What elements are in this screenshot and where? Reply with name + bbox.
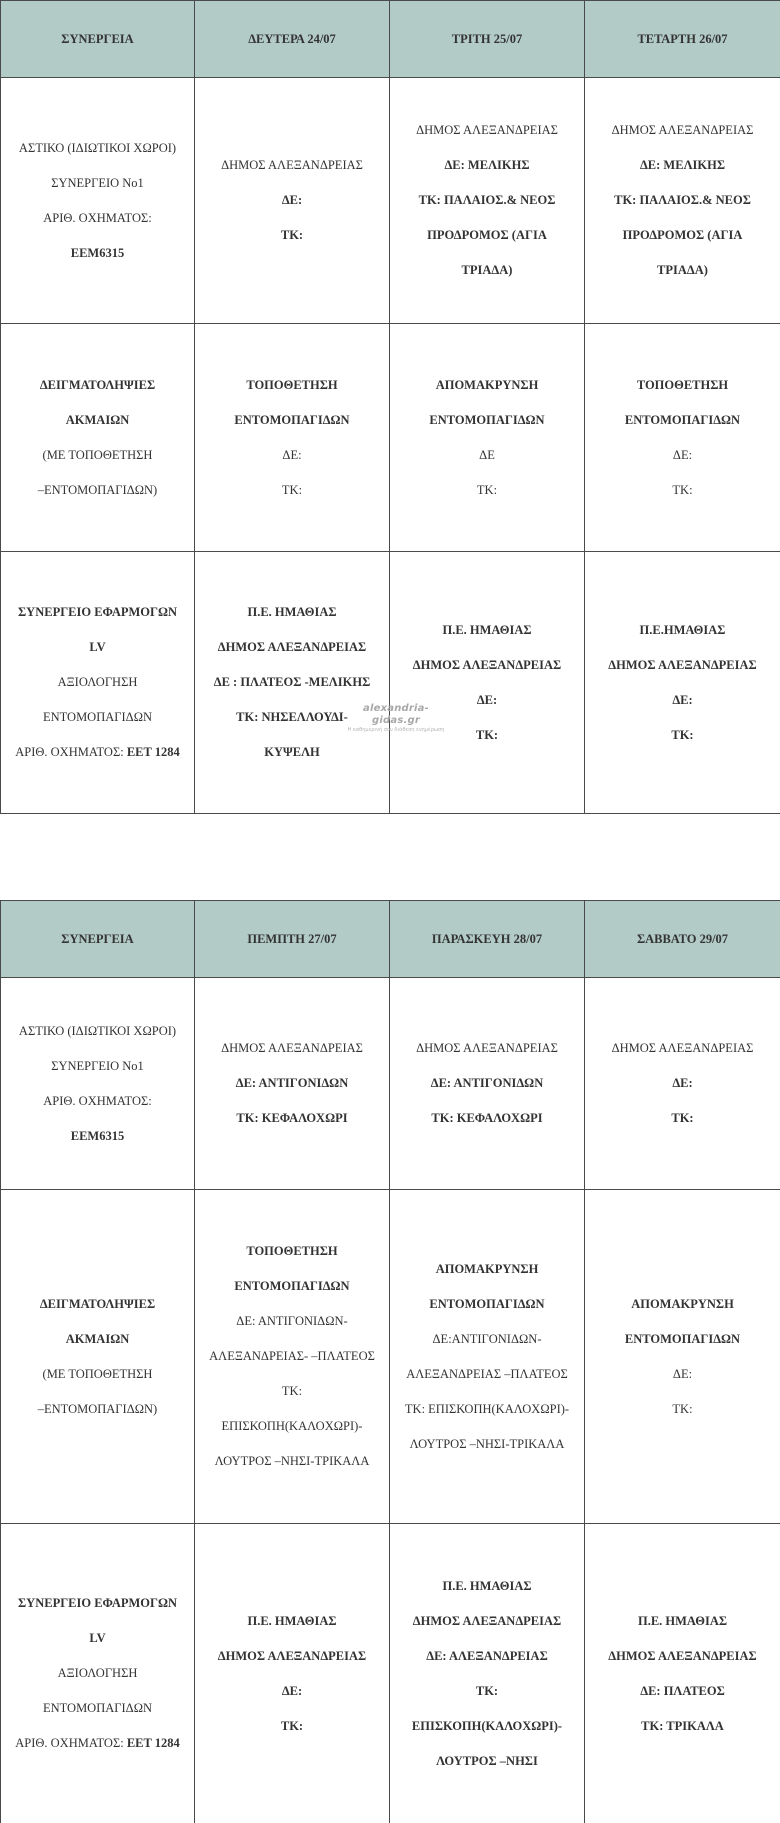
schedule-cell: ΤΟΠΟΘΕΤΗΣΗ ΕΝΤΟΜΟΠΑΓΙΔΩΝ ΔΕ: ΤΚ: — [585, 324, 780, 552]
schedule-table-week-part2 — [0, 900, 780, 1823]
schedule-cell: ΑΠΟΜΑΚΡΥΝΣΗ ΕΝΤΟΜΟΠΑΓΙΔΩΝ ΔΕ ΤΚ: — [390, 324, 585, 552]
schedule-cell: Π.Ε. ΗΜΑΘΙΑΣ ΔΗΜΟΣ ΑΛΕΞΑΝΔΡΕΙΑΣ ΔΕ: ΠΛΑΤΕΟΣ ΤΚ: ΤΡΙΚΑΛΑ — [585, 1524, 780, 1823]
schedule-cell: ΑΠΟΜΑΚΡΥΝΣΗ ΕΝΤΟΜΟΠΑΓΙΔΩΝ ΔΕ:ΑΝΤΙΓΟΝΙΔΩΝ- ΑΛΕΞΑΝΔΡΕΙΑΣ –ΠΛΑΤΕΟΣ ΤΚ: ΕΠΙΣΚΟΠΗ(ΚΑΛΟΧΩΡΙ)- ΛΟΥΤΡΟΣ –ΝΗΣΙ-ΤΡΙΚΑΛΑ — [390, 1190, 585, 1524]
table-row-applications-team — [1, 552, 780, 814]
site-watermark-logo: alexandria-gidas.gr Η καθημερινή σου διάθεση ενημέρωση — [347, 703, 445, 733]
schedule-cell: Π.Ε. ΗΜΑΘΙΑΣ ΔΗΜΟΣ ΑΛΕΞΑΝΔΡΕΙΑΣ ΔΕ: ΑΛΕΞΑΝΔΡΕΙΑΣ ΤΚ: ΕΠΙΣΚΟΠΗ(ΚΑΛΟΧΩΡΙ)- ΛΟΥΤΡΟΣ –ΝΗΣΙ — [390, 1524, 585, 1823]
header-cell-teams: ΣΥΝΕΡΓΕΙΑ — [1, 901, 195, 978]
team-cell: ΔΕΙΓΜΑΤΟΛΗΨΙΕΣ ΑΚΜΑΙΩΝ (ΜΕ ΤΟΠΟΘΕΤΗΣΗ –ΕΝΤΟΜΟΠΑΓΙΔΩΝ) — [1, 324, 195, 552]
table-header-row — [1, 901, 780, 978]
team-cell: ΣΥΝΕΡΓΕΙΟ ΕΦΑΡΜΟΓΩΝ LV ΑΞΙΟΛΟΓΗΣΗ ΕΝΤΟΜΟΠΑΓΙΔΩΝ ΑΡΙΘ. ΟΧΗΜΑΤΟΣ: ΕΕΤ 1284 — [1, 552, 195, 814]
table-row-urban-team — [1, 978, 780, 1190]
header-cell-tuesday: ΤΡΙΤΗ 25/07 — [390, 1, 585, 78]
schedule-cell: Π.Ε. ΗΜΑΘΙΑΣ ΔΗΜΟΣ ΑΛΕΞΑΝΔΡΕΙΑΣ ΔΕ: ΤΚ: — [390, 552, 585, 814]
schedule-cell: ΔΗΜΟΣ ΑΛΕΞΑΝΔΡΕΙΑΣ ΔΕ: ΑΝΤΙΓΟΝΙΔΩΝ ΤΚ: ΚΕΦΑΛΟΧΩΡΙ — [195, 978, 390, 1190]
table-row-urban-team — [1, 78, 780, 324]
schedule-cell: ΔΗΜΟΣ ΑΛΕΞΑΝΔΡΕΙΑΣ ΔΕ: ΜΕΛΙΚΗΣ ΤΚ: ΠΑΛΑΙΟΣ.& ΝΕΟΣ ΠΡΟΔΡΟΜΟΣ (ΑΓΙΑ ΤΡΙΑΔΑ) — [390, 78, 585, 324]
team-cell: ΔΕΙΓΜΑΤΟΛΗΨΙΕΣ ΑΚΜΑΙΩΝ (ΜΕ ΤΟΠΟΘΕΤΗΣΗ –ΕΝΤΟΜΟΠΑΓΙΔΩΝ) — [1, 1190, 195, 1524]
schedule-cell: ΔΗΜΟΣ ΑΛΕΞΑΝΔΡΕΙΑΣ ΔΕ: ΤΚ: — [195, 78, 390, 324]
header-cell-wednesday: ΤΕΤΑΡΤΗ 26/07 — [585, 1, 780, 78]
table-row-sampling-team — [1, 1190, 780, 1524]
team-cell: ΑΣΤΙΚΟ (ΙΔΙΩΤΙΚΟΙ ΧΩΡΟΙ) ΣΥΝΕΡΓΕΙΟ Νο1 ΑΡΙΘ. ΟΧΗΜΑΤΟΣ: ΕΕΜ6315 — [1, 978, 195, 1190]
team-cell: ΣΥΝΕΡΓΕΙΟ ΕΦΑΡΜΟΓΩΝ LV ΑΞΙΟΛΟΓΗΣΗ ΕΝΤΟΜΟΠΑΓΙΔΩΝ ΑΡΙΘ. ΟΧΗΜΑΤΟΣ: ΕΕΤ 1284 — [1, 1524, 195, 1823]
header-cell-thursday: ΠΕΜΠΤΗ 27/07 — [195, 901, 390, 978]
table-row-applications-team — [1, 1524, 780, 1823]
schedule-cell: ΤΟΠΟΘΕΤΗΣΗ ΕΝΤΟΜΟΠΑΓΙΔΩΝ ΔΕ: ΤΚ: — [195, 324, 390, 552]
schedule-cell: ΤΟΠΟΘΕΤΗΣΗ ΕΝΤΟΜΟΠΑΓΙΔΩΝ ΔΕ: ΑΝΤΙΓΟΝΙΔΩΝ- ΑΛΕΞΑΝΔΡΕΙΑΣ- –ΠΛΑΤΕΟΣ ΤΚ: ΕΠΙΣΚΟΠΗ(ΚΑΛΟΧΩΡΙ)- ΛΟΥΤΡΟΣ –ΝΗΣΙ-ΤΡΙΚΑΛΑ — [195, 1190, 390, 1524]
schedule-cell: ΔΗΜΟΣ ΑΛΕΞΑΝΔΡΕΙΑΣ ΔΕ: ΤΚ: — [585, 978, 780, 1190]
schedule-table-week-part1 — [0, 0, 780, 814]
header-cell-monday: ΔΕΥΤΕΡΑ 24/07 — [195, 1, 390, 78]
schedule-cell: ΔΗΜΟΣ ΑΛΕΞΑΝΔΡΕΙΑΣ ΔΕ: ΜΕΛΙΚΗΣ ΤΚ: ΠΑΛΑΙΟΣ.& ΝΕΟΣ ΠΡΟΔΡΟΜΟΣ (ΑΓΙΑ ΤΡΙΑΔΑ) — [585, 78, 780, 324]
table-header-row — [1, 1, 780, 78]
schedule-cell: Π.Ε.ΗΜΑΘΙΑΣ ΔΗΜΟΣ ΑΛΕΞΑΝΔΡΕΙΑΣ ΔΕ: ΤΚ: — [585, 552, 780, 814]
header-cell-teams: ΣΥΝΕΡΓΕΙΑ — [1, 1, 195, 78]
table-row-sampling-team — [1, 324, 780, 552]
header-cell-friday: ΠΑΡΑΣΚΕΥΗ 28/07 — [390, 901, 585, 978]
schedule-cell: Π.Ε. ΗΜΑΘΙΑΣ ΔΗΜΟΣ ΑΛΕΞΑΝΔΡΕΙΑΣ ΔΕ: ΤΚ: — [195, 1524, 390, 1823]
team-cell: ΑΣΤΙΚΟ (ΙΔΙΩΤΙΚΟΙ ΧΩΡΟΙ) ΣΥΝΕΡΓΕΙΟ Νο1 ΑΡΙΘ. ΟΧΗΜΑΤΟΣ: ΕΕΜ6315 — [1, 78, 195, 324]
schedule-cell: ΔΗΜΟΣ ΑΛΕΞΑΝΔΡΕΙΑΣ ΔΕ: ΑΝΤΙΓΟΝΙΔΩΝ ΤΚ: ΚΕΦΑΛΟΧΩΡΙ — [390, 978, 585, 1190]
header-cell-saturday: ΣΑΒΒΑΤΟ 29/07 — [585, 901, 780, 978]
schedule-cell: Π.Ε. ΗΜΑΘΙΑΣ ΔΗΜΟΣ ΑΛΕΞΑΝΔΡΕΙΑΣ ΔΕ : ΠΛΑΤΕΟΣ -ΜΕΛΙΚΗΣ ΤΚ: ΝΗΣΕΛΛΟΥΔΙ- ΚΥΨΕΛΗ — [195, 552, 390, 814]
schedule-cell: ΑΠΟΜΑΚΡΥΝΣΗ ΕΝΤΟΜΟΠΑΓΙΔΩΝ ΔΕ: ΤΚ: — [585, 1190, 780, 1524]
